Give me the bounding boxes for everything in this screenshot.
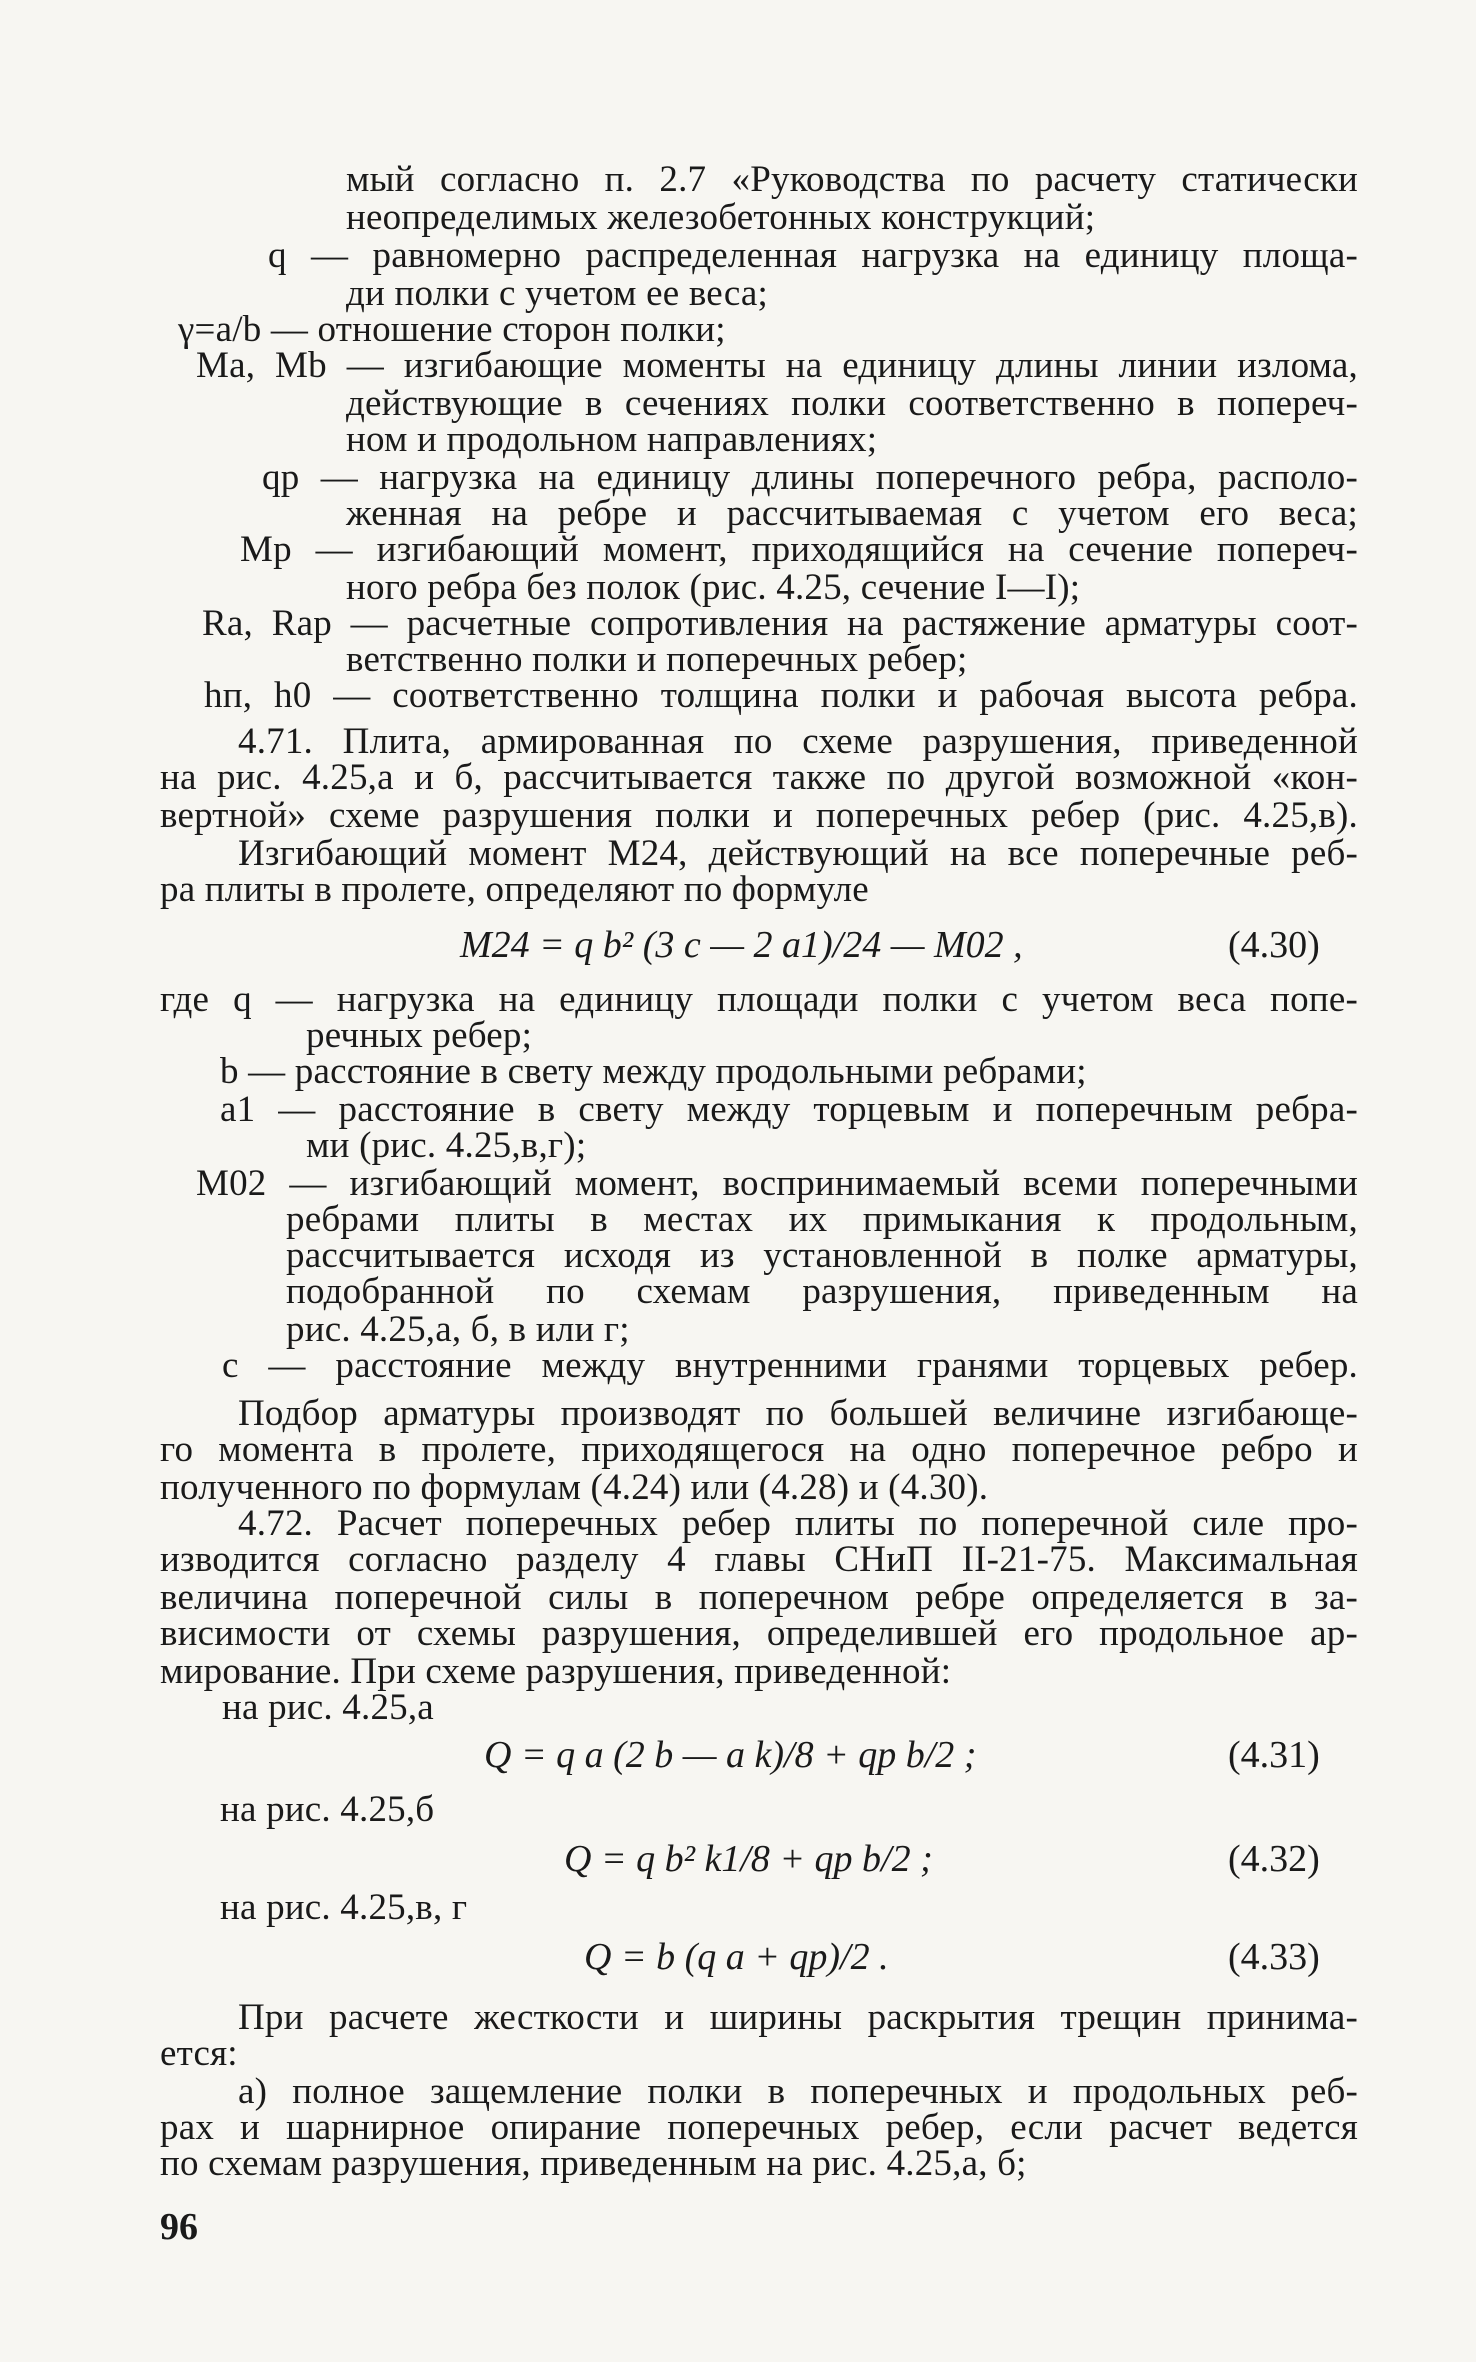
text-line: c — расстояние между внутренними гранями торцевых ребер.	[222, 1345, 1358, 1386]
text-line: ном и продольном направлениях;	[346, 419, 878, 460]
text-line: мирование. При схеме разрушения, приведенной:	[160, 1651, 952, 1692]
text-line: на рис. 4.25,а	[222, 1687, 434, 1728]
text-line: подобранной по схемам разрушения, приведенным на	[286, 1271, 1358, 1312]
text-line: ди полки с учетом ее веса;	[346, 273, 768, 314]
text-line: где q — нагрузка на единицу площади полки с учетом веса попе-	[160, 979, 1358, 1020]
text-line: ми (рис. 4.25,в,г);	[306, 1125, 587, 1166]
text-line: изводится согласно разделу 4 главы СНиП II-21-75. Максимальная	[160, 1539, 1358, 1580]
equation-number: (4.30)	[1228, 924, 1320, 966]
text-line: γ=a/b — отношение сторон полки;	[178, 309, 726, 350]
text-line: ется:	[160, 2033, 238, 2074]
text-line: Mp — изгибающий момент, приходящийся на сечение попереч-	[240, 529, 1358, 570]
text-line: Ra, Rap — расчетные сопротивления на растяжение арматуры соот-	[202, 603, 1358, 644]
equation-formula: M24 = q b² (3 c — 2 a1)/24 — M02 ,	[460, 924, 1023, 966]
text-line: M02 — изгибающий момент, воспринимаемый всеми поперечными	[196, 1163, 1358, 1204]
text-line: ного ребра без полок (рис. 4.25, сечение I—I);	[346, 567, 1081, 608]
text-line: висимости от схемы разрушения, определившей его продольное ар-	[160, 1613, 1358, 1654]
text-line: При расчете жесткости и ширины раскрытия трещин принима-	[238, 1997, 1358, 2038]
text-line: рассчитывается исходя из установленной в полке арматуры,	[286, 1235, 1358, 1276]
text-line: 4.71. Плита, армированная по схеме разрушения, приведенной	[238, 721, 1358, 762]
equation-number: (4.33)	[1228, 1936, 1320, 1978]
text-line: рис. 4.25,а, б, в или г;	[286, 1309, 630, 1350]
text-line: Ma, Mb — изгибающие моменты на единицу длины линии излома,	[196, 345, 1358, 386]
text-line: го момента в пролете, приходящегося на одно поперечное ребро и	[160, 1429, 1358, 1470]
text-line: на рис. 4.25,б	[220, 1789, 435, 1830]
text-line: действующие в сечениях полки соответственно в попереч-	[346, 383, 1358, 424]
equation-formula: Q = q b² k1/8 + qp b/2 ;	[564, 1838, 933, 1880]
text-line: по схемам разрушения, приведенным на рис. 4.25,а, б;	[160, 2143, 1027, 2184]
text-line: a1 — расстояние в свету между торцевым и поперечным ребра-	[220, 1089, 1358, 1130]
text-line: q — равномерно распределенная нагрузка на единицу площа-	[268, 235, 1358, 276]
text-line: Изгибающий момент M24, действующий на все поперечные реб-	[238, 833, 1358, 874]
text-line: Подбор арматуры производят по большей величине изгибающе-	[238, 1393, 1358, 1434]
equation-number: (4.31)	[1228, 1734, 1320, 1776]
text-line: мый согласно п. 2.7 «Руководства по расчету статически	[346, 159, 1358, 200]
text-line: ра плиты в пролете, определяют по формуле	[160, 869, 869, 910]
text-line: вертной» схеме разрушения полки и поперечных ребер (рис. 4.25,в).	[160, 795, 1358, 836]
text-line: ветственно полки и поперечных ребер;	[346, 639, 968, 680]
text-line: величина поперечной силы в поперечном ребре определяется в за-	[160, 1577, 1358, 1618]
text-line: на рис. 4.25,в, г	[220, 1887, 468, 1928]
equation-number: (4.32)	[1228, 1838, 1320, 1880]
text-line: qp — нагрузка на единицу длины поперечного ребра, располо-	[262, 457, 1358, 498]
text-line: речных ребер;	[306, 1015, 533, 1056]
text-line: b — расстояние в свету между продольными ребрами;	[220, 1051, 1087, 1092]
text-line: женная на ребре и рассчитываемая с учетом его веса;	[346, 493, 1358, 534]
equation-formula: Q = b (q a + qp)/2 .	[584, 1936, 889, 1978]
page-number: 96	[160, 2206, 198, 2248]
text-line: неопределимых железобетонных конструкций;	[346, 197, 1096, 238]
text-line: ребрами плиты в местах их примыкания к продольным,	[286, 1199, 1358, 1240]
text-line: hп, h0 — соответственно толщина полки и рабочая высота ребра.	[204, 675, 1358, 716]
text-line: полученного по формулам (4.24) или (4.28) и (4.30).	[160, 1467, 989, 1508]
text-line: 4.72. Расчет поперечных ребер плиты по поперечной силе про-	[238, 1503, 1358, 1544]
text-line: а) полное защемление полки в поперечных и продольных реб-	[238, 2071, 1358, 2112]
text-line: рах и шарнирное опирание поперечных ребер, если расчет ведется	[160, 2107, 1358, 2148]
text-line: на рис. 4.25,а и б, рассчитывается также по другой возможной «кон-	[160, 757, 1358, 798]
equation-formula: Q = q a (2 b — a k)/8 + qp b/2 ;	[484, 1734, 977, 1776]
